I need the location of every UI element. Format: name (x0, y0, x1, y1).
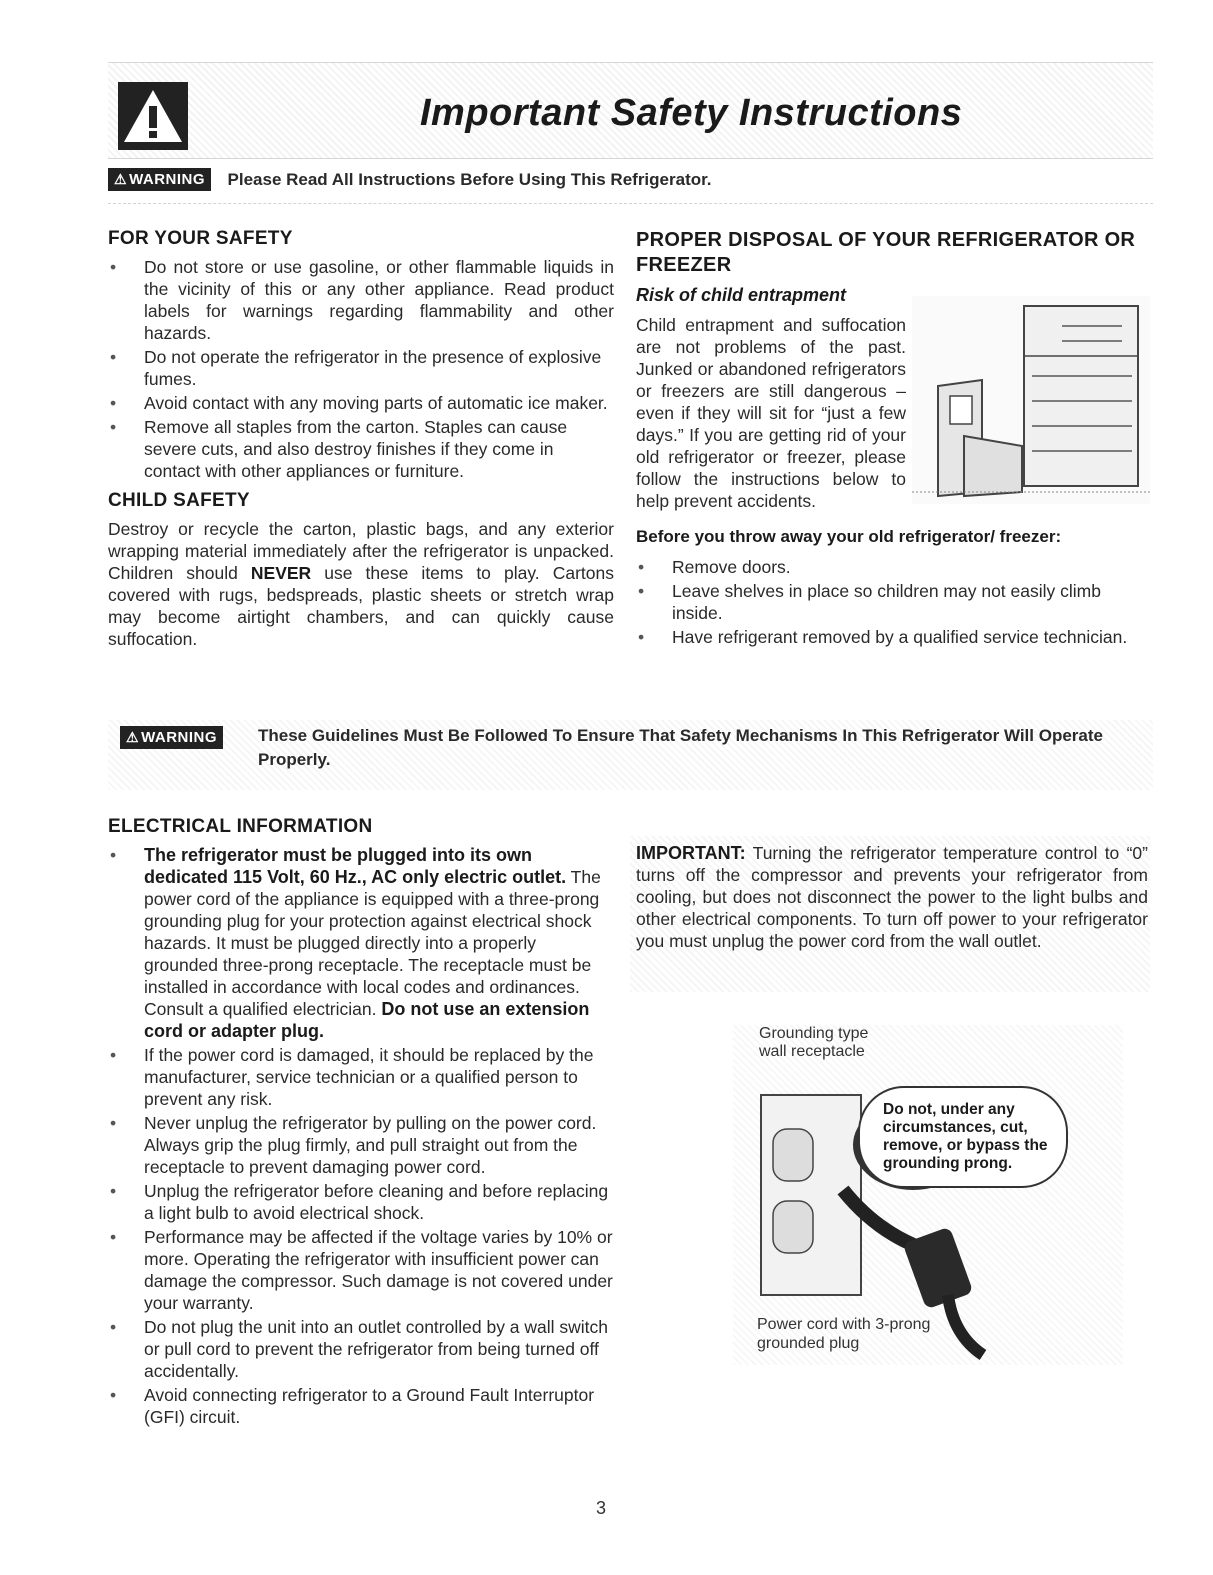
page-number: 3 (596, 1498, 607, 1518)
electrical-section (108, 816, 614, 1430)
list-item: • Avoid contact with any moving parts of automatic ice maker. (108, 392, 614, 414)
important-text: Turning the refrigerator temperature control to “0” turns off the compressor and prevents your refrigerator from cooling, but does not disconnect the power to the light bulbs and other electrical components. To turn off power to your refrigerator you must unplug the power cord from the wall outlet. (636, 843, 1148, 951)
warning-triangle-small-icon: ⚠ (114, 171, 128, 187)
list-item: • Unplug the refrigerator before cleaning and before replacing a light bulb to avoid electrical shock. (108, 1180, 614, 1224)
warning-triangle-small-icon: ⚠ (126, 729, 140, 745)
disposal-text: Child entrapment and suffocation are not problems of the past. Junked or abandoned refrigerators or freezers are still dangerous – even if they will sit for “just a few days.” If you are getting rid of your old refrigerator or freezer, please follow the instructions below to help prevent accidents. (636, 315, 906, 511)
child-safety-text: Destroy or recycle the carton, plastic bags, and any exterior wrapping material immediately after the refrigerator is unpacked. Children should NEVER use these items to play. Cartons covered with rugs, bedspreads, plastic sheets or stretch wrap may become airtight chambers, and can quickly cause suffocation. (108, 519, 614, 649)
receptacle-label: Grounding type wall receptacle (759, 1025, 869, 1060)
divider (108, 203, 1153, 204)
disposal-list (636, 556, 1156, 648)
important-note (636, 842, 1148, 952)
list-item: • Remove all staples from the carton. Staples can cause severe cuts, and also destroy finishes if they come in contact with other appliances or furniture. (108, 416, 614, 482)
list-item: • Do not store or use gasoline, or other flammable liquids in the vicinity of this or any other appliance. Read product labels for warnings regarding flammability and other hazards. (108, 256, 614, 344)
disposal-heading: PROPER DISPOSAL OF YOUR REFRIGERATOR OR FREEZER (636, 229, 1136, 276)
disposal-subheading: Risk of child entrapment (636, 285, 847, 305)
list-item: • Do not plug the unit into an outlet controlled by a wall switch or pull cord to prevent the refrigerator from being turned off accidentally. (108, 1316, 614, 1382)
cord-label: Power cord with 3-prong grounded plug (757, 1316, 931, 1352)
warning-triangle-icon (118, 82, 188, 150)
list-item: • Avoid connecting refrigerator to a Ground Fault Interruptor (GFI) circuit. (108, 1384, 614, 1428)
for-your-safety-section (108, 228, 614, 650)
refrigerator-illustration (912, 296, 1150, 504)
before-throw-heading: Before you throw away your old refrigerator/ freezer: (636, 527, 1062, 546)
list-item: • Leave shelves in place so children may not easily climb inside. (636, 580, 1156, 624)
for-your-safety-heading: FOR YOUR SAFETY (108, 228, 293, 249)
warning-badge-2: ⚠ WARNING (120, 726, 223, 749)
warning-row-1 (108, 168, 1153, 208)
callout-text: Do not, under any circumstances, cut, remove, or bypass the grounding prong. (883, 1101, 1048, 1172)
electrical-list (108, 844, 614, 1428)
list-item: • Never unplug the refrigerator by pulling on the power cord. Always grip the plug firmly, and pull straight out from the receptacle to prevent damaging power cord. (108, 1112, 614, 1178)
important-label: IMPORTANT: (636, 843, 746, 863)
child-safety-heading: CHILD SAFETY (108, 490, 250, 511)
warning-badge: ⚠ WARNING (108, 168, 211, 191)
list-item: • The refrigerator must be plugged into its own dedicated 115 Volt, 60 Hz., AC only electric outlet. The power cord of the appliance is equipped with a three-prong grounding plug for your protection against electrical shock hazards. It must be plugged directly into a properly grounded three-prong receptacle. The receptacle must be installed in accordance with local codes and ordinances. Consult a qualified electrician. Do not use an extension cord or adapter plug. (108, 844, 614, 1042)
list-item: • Performance may be affected if the voltage varies by 10% or more. Operating the refrigerator with insufficient power can damage the compressor. Such damage is not covered under your warranty. (108, 1226, 614, 1314)
list-item: • Do not operate the refrigerator in the presence of explosive fumes. (108, 346, 614, 390)
for-your-safety-list (108, 256, 614, 482)
warning-text: Please Read All Instructions Before Using This Refrigerator. (227, 169, 712, 189)
list-item: • Have refrigerant removed by a qualified service technician. (636, 626, 1156, 648)
page-title: Important Safety Instructions (420, 92, 963, 134)
warning-2-text: These Guidelines Must Be Followed To Ensure That Safety Mechanisms In This Refrigerator Will Operate Properly. (258, 726, 1103, 769)
electrical-heading: ELECTRICAL INFORMATION (108, 816, 373, 837)
plug-figure (733, 1025, 1123, 1365)
list-item: • If the power cord is damaged, it should be replaced by the manufacturer, service technician or a qualified person to prevent any risk. (108, 1044, 614, 1110)
list-item: • Remove doors. (636, 556, 1156, 578)
